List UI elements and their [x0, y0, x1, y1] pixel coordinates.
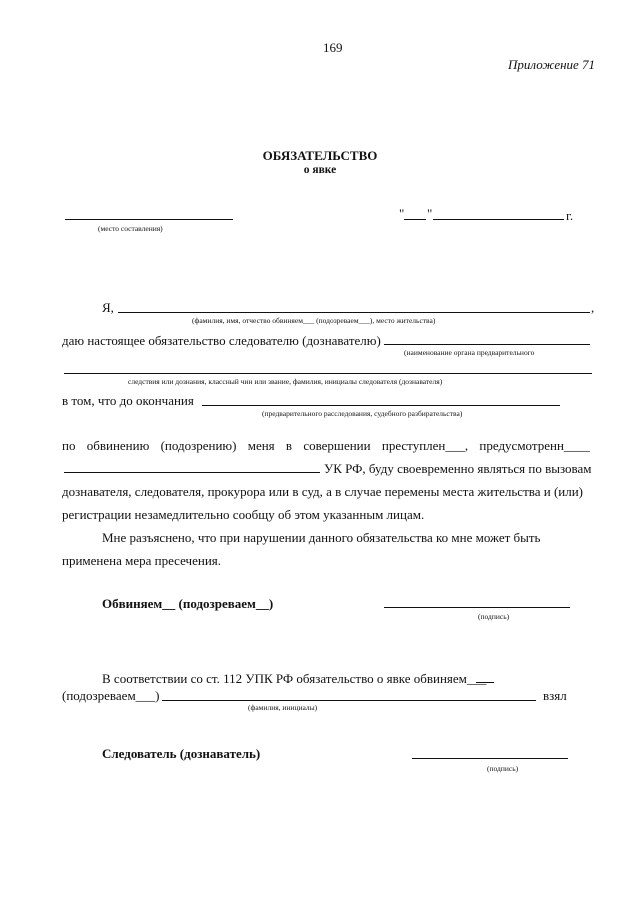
body-line-3: дознавателя, следователя, прокурора или в суд, а в случае перемены места жительства и (или)	[62, 484, 584, 499]
investigator-signature-caption: (подпись)	[487, 764, 519, 773]
obligation-text: даю настоящее обязательство следователю (дознавателю)	[62, 333, 381, 348]
person-prefix: Я,	[102, 300, 114, 315]
obligation-caption-2: следствия или дознания, классный чин или звание, фамилия, инициалы следователя (дознавателя)	[128, 377, 443, 386]
acceptance-suffix: взял	[543, 688, 567, 703]
accepted-person-field[interactable]	[162, 700, 536, 701]
accused-signature-field[interactable]	[384, 607, 570, 608]
investigator-signature-field[interactable]	[412, 758, 568, 759]
appendix-label: Приложение 71	[508, 57, 596, 72]
person-caption: (фамилия, имя, отчество обвиняем___ (подозреваем___), место жительства)	[192, 316, 436, 325]
place-field[interactable]	[65, 219, 233, 220]
date-month-year-field[interactable]	[433, 219, 564, 220]
date-open-quote: "	[399, 206, 405, 221]
body-word: в	[285, 438, 293, 453]
body-line-4: регистрации незамедлительно сообщу об этом указанным лицам.	[62, 507, 425, 522]
obligation-caption-1: (наименование органа предварительного	[404, 348, 535, 357]
body-word: (подозрению)	[160, 438, 237, 453]
body-word: предусмотренн____	[479, 438, 590, 453]
year-suffix: г.	[566, 208, 574, 223]
accused-signature-caption: (подпись)	[478, 612, 510, 621]
acceptance-line-1: В соответствии со ст. 112 УПК РФ обязательство о явке обвиняем___	[102, 671, 487, 686]
place-caption: (место составления)	[98, 224, 163, 233]
acceptance-prefix: (подозреваем___)	[62, 688, 160, 703]
accused-signature-label: Обвиняем__ (подозреваем__)	[102, 596, 274, 611]
until-text: в том, что до окончания	[62, 393, 194, 408]
date-day-field[interactable]	[404, 219, 426, 220]
investigator-signature-label: Следователь (дознаватель)	[102, 746, 261, 761]
date-close-quote: "	[427, 206, 433, 221]
page-number: 169	[323, 40, 343, 55]
document-title: ОБЯЗАТЕЛЬСТВО	[262, 148, 378, 163]
body-word: по	[62, 438, 76, 453]
document-subtitle: о явке	[303, 164, 337, 176]
investigator-field-cont[interactable]	[64, 373, 592, 374]
body-line-2: УК РФ, буду своевременно являться по вызовам	[324, 461, 592, 476]
article-field[interactable]	[64, 472, 320, 473]
person-name-field[interactable]	[118, 312, 590, 313]
body-para2-line-1: Мне разъяснено, что при нарушении данного обязательства ко мне может быть	[102, 530, 541, 545]
body-word: меня	[247, 438, 275, 453]
acceptance-suffix-field[interactable]	[476, 682, 494, 683]
body-word: преступлен___,	[381, 438, 469, 453]
body-word: совершении	[303, 438, 371, 453]
investigator-field[interactable]	[384, 344, 590, 345]
body-word: обвинению	[86, 438, 150, 453]
body-para2-line-2: применена мера пресечения.	[62, 553, 222, 568]
person-comma: ,	[591, 300, 595, 315]
until-caption: (предварительного расследования, судебного разбирательства)	[262, 409, 463, 418]
acceptance-caption: (фамилия, инициалы)	[248, 703, 318, 712]
body-line-1	[62, 438, 590, 454]
stage-field[interactable]	[202, 405, 560, 406]
